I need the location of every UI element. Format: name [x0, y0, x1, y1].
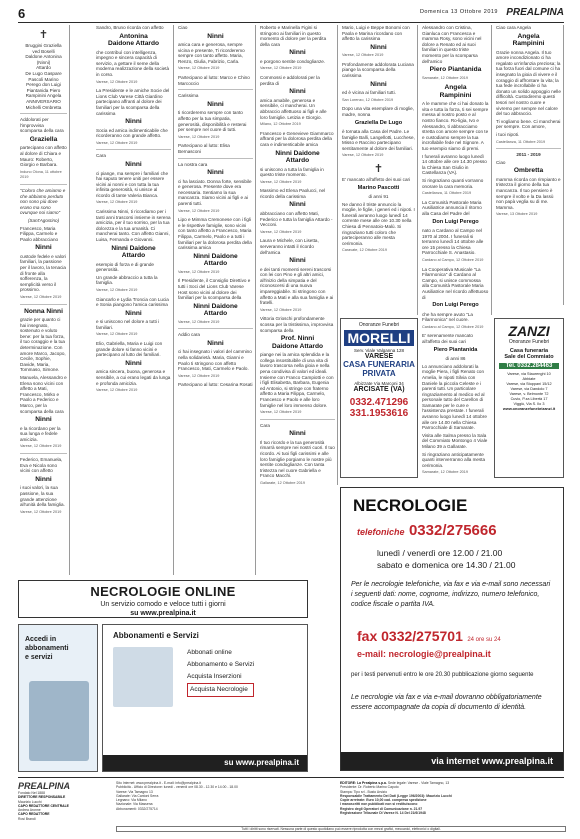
notice-text: si uniscono a tutta la famiglia in questo triste momento.	[260, 166, 324, 178]
footer-line: Stampa: Tipo srl - Busto Arsizio	[340, 789, 388, 794]
notice-text: e dei tanti momenti sereni trascorsi con lei con Pino e gli altri amici, all'inizio della simpatia e del riconoscersi di una nuova impareggiabile. Si stringono con affetto a Mati e alla sua famiglia e ai fratelli.	[260, 266, 334, 306]
abbonamenti-item[interactable]: Acquista Inserzioni	[187, 673, 242, 680]
abbonamenti-title: Abbonamenti e Servizi	[113, 631, 199, 640]
ad-subtitle: Onoranze Funebri	[358, 322, 400, 328]
notice-text: A le mamme che ci hai donato la vita e tutta la forza, ti sei sempre messa al nostro posto e al nostro fianco. Ro-ligia, Ivo e Alessandro, ti abbracciamo stretta con amore sempre con te e custodiamo sempre la tua incrollabile fede nel Signore. A tuo esempio siamo di premi.	[422, 101, 489, 151]
notice-name: Ninni	[370, 43, 387, 51]
notice-text: Partecipano al lutto: Cesarina Rosati	[178, 382, 253, 388]
footer-value: Andrea Aronne	[18, 808, 41, 813]
notice-name: Angela Rampinini	[512, 32, 545, 48]
laptop-illustration	[113, 647, 173, 707]
footer-line: Registro degli Operatori di Comunicazione n. 21.97	[340, 806, 423, 811]
ad-website: www.onoranzefunebrizanzi.it	[502, 407, 556, 411]
notice-name: Ninni	[289, 49, 306, 57]
notice-place: Varese, 12 Ottobre 2019	[20, 444, 62, 449]
necrologie-email: e-mail: necrologie@prealpina.it	[357, 649, 491, 659]
footer-line: Abbonamenti: 0332/275714	[116, 806, 158, 811]
accedi-line: e servizi	[25, 654, 53, 661]
notice-age: di anni 86	[445, 356, 466, 362]
device-illustration	[29, 681, 89, 761]
notice-name: Ninni Daidone Attardo	[193, 302, 238, 318]
morelli-ad	[340, 318, 418, 478]
notice-text: I funerali avranno luogo lunedì 14 ottobre alle ore 14.30 presso la Chiesa San Giulio in Castellanza (VA).	[422, 153, 487, 176]
notice-text: e la ricordano per la sua lunga e fedele amicizia.	[20, 425, 61, 442]
notice-place: Castellanza, 11 Ottobre 2019	[422, 191, 472, 196]
notice-text: Commossi e addolorati per la perdita di	[260, 75, 320, 86]
notice-name: Ombretta	[513, 167, 544, 175]
ad-address: Varese, v. Belmonte 72	[509, 392, 549, 396]
accedi-line: abbonamenti	[25, 645, 69, 652]
footer-line: Pubblicità - Ufficio di Direzione: lunedì - venerdì ore 08.30 - 12.30 e 14.00 - 18.00	[116, 785, 238, 790]
newspaper-logo: PREALPINA	[506, 7, 564, 18]
notice-name: Don Luigi Perego	[432, 218, 479, 225]
notice-text: grazie per quanto ci hai insegnato, sostenuto e voluto bene: per la tua forza, il tuo coraggio e la tua determinazione. Con amore Marco, Jacopo, Cecile, Sophie, Davide, Maria, Tommaso, Simone.	[20, 317, 66, 373]
notice-name: Ninni	[125, 161, 142, 168]
notice-place: Varese, 12 Ottobre 2019	[260, 66, 302, 71]
notice-text: Ti vogliamo bene. Ci mancherai per sempre. Con amore,	[496, 118, 561, 130]
notice-text: e porgono sentite condoglianze.	[260, 58, 326, 64]
online-subtitle: Un servizio comodo e veloce tutti i giorni	[100, 601, 226, 608]
ad-brand: ZANZI	[508, 323, 550, 339]
cross-icon: ✝	[38, 29, 49, 41]
ad-address: Varese, via Stoppani 15/12	[506, 382, 552, 386]
column-5	[340, 25, 418, 315]
notice-place: San Lorenzo, 12 Ottobre 2019	[342, 97, 394, 102]
ad-address: Varese, via Dandolo 7	[510, 387, 548, 391]
notice-place: Varese, 12 Ottobre 2019	[178, 319, 220, 324]
ad-address: Abbiate	[522, 377, 536, 381]
notice-name: Ninni	[35, 416, 52, 424]
notice-text: ci piange, ma sempre i familiari che hai saputo tenere uniti per essere vicini ai nonni e con tutta la tua infinita generosità, si unisce al ricordo di tante Valeria Bianca.	[96, 170, 168, 198]
notice-text: E' mancato all'affetto dei suoi cari	[342, 177, 411, 182]
notice-place: Varese, 12 Ottobre 2019	[260, 410, 302, 415]
notice-text: custode fedele e valori familiari, la passione per il lavoro, la tenacia di fronte alla sofferenza, la semplicità verso il prossimo.	[20, 253, 66, 293]
notice-text: è tornata alla Casa del Padre. Le famiglie Balli, Langellotti, Lucchese, Misso e Raccino partecipano sentitamente al dolore dei familiari.	[342, 129, 415, 151]
necrologie-hours-2: sabato e domenica ore 14.30 / 21.00	[377, 560, 516, 570]
notice-text: E' serenamente mancato all'affetto dei suoi cari	[422, 333, 473, 345]
notice-text: Partecipano al lutto: Marco e Chino Marcoccio	[178, 75, 250, 86]
notice-text: amica amabile, generosa e sensibile, ci mancherai. Un abbraccio affettuoso ai figli e alle loro famiglie. Letizia e Giorgio.	[260, 97, 327, 120]
notice-text: Lo annunciano addolorati la moglie Piera, i figli Renato con Amelia, le nipoti Silvia con Daniele la piccola Celeste e i parenti tutti. Un particolare ringraziamento al medico ed al personale tutto del Carellon di Samarate per le cure e l'assistenza prestate. I funerali avranno luogo lunedì 14 ottobre alle ore 14.00 nella Chiesa Parrocchiale di Samarate.	[422, 363, 487, 431]
notice-text: Ciao	[178, 25, 188, 30]
ad-address: Cuvio, P.za Libertà 17	[510, 397, 548, 401]
footer-founded: Fondato Nel 1888	[18, 791, 45, 795]
footer-logo: PREALPINA	[18, 781, 71, 791]
ad-phone-2: 331.1953616	[349, 408, 409, 419]
necrologie-phone: 0332/275666	[408, 522, 497, 539]
notice-text: esempio di forza e di grande generosità.	[96, 261, 154, 273]
notice-name: Ninni	[125, 309, 142, 317]
notice-name: Marino Pascotti	[357, 184, 400, 191]
accedi-ad[interactable]	[18, 624, 98, 772]
notice-text: ci ha lasciato. Donna forte, sensibile e generosa. Presente dove era necessaria. Sentiamo la sua mancanza. Siamo vicini ai figli e ai parenti tutti.	[178, 178, 252, 206]
notice-name: Ninni	[207, 32, 224, 40]
notice-text: Partecipano al lutto: Elisa Bernasconi	[178, 143, 230, 154]
footer-value: La Prealpina s.p.a.	[357, 781, 387, 785]
necrologie-internet[interactable]: via internet www.prealpina.it	[341, 752, 563, 770]
notice-text: Ciao	[496, 159, 506, 165]
notice-place: Samarate, 12 Ottobre 2019	[422, 75, 469, 80]
names-index: Bruggini Graziella ved Boselli Daldone Antonina (Ninni) Attardo De Lugo Gaspare Pascoli Marino Perego don Luigi Piantanida Piero Rampinini Angela ANNIVERSARIO Michelli Ombretta	[25, 43, 62, 110]
ad-address-2: Albizzate Via Marconi 34	[354, 381, 404, 386]
notice-text: Visita alle Salma presso la Sala del Commiato Montongo 4 Viale Milano 39 a Gallarate.	[422, 432, 488, 450]
notice-name: Ninni	[125, 118, 142, 126]
notice-text: Federico, Emanuela, Eva e Nicola sono vicini con affetto	[20, 457, 63, 474]
notice-name: Piero Piantanida	[429, 66, 482, 74]
necrologie-online-banner[interactable]	[18, 580, 308, 618]
ad-service-2: Sale del Commiato	[504, 354, 554, 360]
notice-text: amica cara e generosa, sempre vicina e presente, Ti ricorderemo sempre con tanto affetto. Maria, Renzo, Giulia, Fabrizio, Carla.	[178, 42, 245, 64]
page-date: Domenica 13 Ottobre 2019	[419, 9, 498, 15]
notice-place: Varese, 12 Ottobre 2019	[96, 200, 138, 205]
ad-address: Viggiù, Via S. Ilo 3	[513, 402, 545, 406]
footer-line: Sito Internet: www.prealpina.it - E-mail: info@prealpina.it	[116, 781, 201, 785]
abbonamenti-site[interactable]: su www.prealpina.it	[103, 755, 307, 771]
notice-text: Ne danno il triste annuncio la moglie, le figlie, i generi ed i nipoti. I funerali avranno luogo lunedì 14 corrente mese alle ore 10.30 nella Chiesa di Pennatoio-Malù. Si ringraziano tutti coloro che parteciperanno alle mesta cerimonia.	[342, 201, 415, 246]
page-footer	[18, 777, 564, 836]
notice-name: Antonina Daidone Attardo	[107, 32, 160, 48]
footer-line: Copie arretrate: Euro 10,00 cad. compresa spedizione	[340, 798, 427, 803]
notice-text: amica sincera, buona, generosa e sensibile, a cui erano legati da lunga e profonda amicizia.	[96, 369, 171, 386]
notice-text: Carissima	[178, 93, 199, 99]
footer-line: Gallarate: Via Cantoni Serra	[116, 793, 159, 798]
notice-quote: "Coloro che amiamo e che abbiamo perduto non sono più dove erano ma sono ovunque noi siamo"	[20, 187, 66, 216]
notice-name: Ninni	[207, 100, 224, 108]
necrologie-phone-label: telefoniche	[357, 527, 405, 537]
notice-text: ed è vicina ai familiari tutti.	[342, 90, 396, 96]
notice-name: Ninni Daidone Attardo	[111, 244, 156, 260]
notice-place: Cardano al Campo, 12 Ottobre 2019	[422, 324, 484, 329]
anniversary-years: 2011 - 2019	[516, 152, 541, 158]
notice-text: Alessandro con Cristina, Gianluca con Francesca e mamma Rosy, sono vicini nel dolore a Renato ed ai suoi familiari in questo triste momento per la scomparsa dell'amico	[422, 25, 482, 64]
notice-age: di anni 91	[368, 194, 389, 200]
ad-address: Varese, via Staurenghi 10	[507, 372, 551, 376]
notice-text: Un grande abbraccio a tutta la famiglia.	[96, 274, 158, 286]
footer-label: CAPO REDATTORE	[18, 812, 50, 817]
notice-text: Grazie nonna Angela. Il tuo amore incondizionato ci ha regalato un'infanzia preziosa; la tua forza fuori dal comune ci ha insegnato la gioia di vivere e il coraggio di affrontare la vita; la tua fede incrollabile ci ha donato un solido appoggio nelle difficoltà. Custodiremo questi tesori nel nostro cuore e vivremo per sempre nel calore del tuo abbraccio.	[496, 49, 561, 117]
notice-name: Piero Piantanida	[433, 346, 478, 353]
notice-text: che ha sempre avuto "La Filarmonica" nel cuore.	[422, 311, 473, 323]
notice-text: Giancarlo e Lydia Troncia con Lucia e Sonia piangono l'amica carissima	[96, 296, 169, 308]
notice-text: Laura e Michele, con Lisetta, serveranno intatti il ricordo dell'amica	[260, 238, 319, 255]
ad-city: VARESE	[364, 353, 394, 360]
notice-place: Varese, 12 Ottobre 2019	[178, 269, 220, 274]
notice-text: e si uniscono nel dolore a tutti i familiari.	[96, 319, 160, 330]
notice-text: Cara	[260, 422, 270, 428]
notice-name: Ninni Daidone Attardo	[275, 149, 320, 164]
notice-text: partecipano con affetto al dolore di Chiara e Mauro: Roberto, Giorgio e Barbara.	[20, 145, 67, 168]
notice-place: Induno Olona, 11 ottobre 2019	[20, 169, 62, 180]
notice-text: Vittoria Grioschi profondamente scossa per la tristissima, improvvisa scomparsa della	[260, 316, 334, 333]
footer-line: Presidente: Dr. Roberto Marino Caputo	[340, 785, 399, 790]
notice-text: La Presidente e le amiche Socie del Lions Club Varese Città Giardino partecipano affranti al dolore dei familiari per la scomparsa della carissima	[96, 88, 170, 116]
notice-text: La Cooperativa Musicale "La Filarmonica" di Cardano al Campo, si unisce commossa alla Comunità Pastorale Maria Ausiliatrice nel ricordo affettuoso di	[422, 266, 489, 300]
notice-text: Elio, Gabriella, Maria e Luigi con grande dolore si fanno vicini e partecipano al lutto dei familiari.	[96, 341, 163, 358]
quote-author: (Sant'Agostino)	[27, 217, 60, 223]
ad-service: Casa funeraria	[509, 348, 549, 354]
notice-text: Si ringraziano anticipatamente quanti interverranno alla mesta cerimonia.	[422, 451, 486, 468]
online-title: NECROLOGIE ONLINE	[90, 584, 236, 599]
footer-line: Nazionale: Via Massena	[116, 802, 153, 807]
footer-line: Registrazione Tribunale Di Varese N. 14 Del 21/6/1948	[340, 811, 426, 816]
notice-text: ci hai insegnato i valori del cammino nella solidarietà. Maria, Gianni e Paolo ti stringono con affetto Francesco, Mati, Carmelo e Paolo.	[178, 349, 252, 372]
notice-name: Ninni	[35, 475, 52, 483]
notice-name: Ninni	[207, 339, 224, 347]
column-4	[258, 25, 338, 485]
necrologie-fax-note: 24 ore su 24	[467, 637, 501, 643]
footer-label: DIRETTORE RESPONSABILE	[18, 795, 66, 800]
page-number: 6	[18, 6, 26, 21]
notice-text: Roberto e Marinella Figini si stringono ai familiari in questo momento di dolore per la perdita della cara	[260, 25, 327, 47]
column-1	[18, 25, 70, 575]
notice-place: Varese, 12 Ottobre 2019	[342, 53, 384, 58]
footer-line: Varese: Via Tamagno 13	[116, 789, 153, 794]
necrologie-note: per i testi pervenuti entro le ore 20.30 pubblicazione giorno seguente	[351, 672, 534, 678]
ad-phone: 0332.471296	[349, 397, 409, 408]
necrologie-fax: fax 0332/275701	[357, 628, 463, 644]
column-6	[420, 25, 492, 475]
notice-place: Milano, 12 Ottobre 2019	[260, 122, 301, 127]
notice-text: abbracciano con affetto Mati, Federico e tutta la famiglia Attardo - Vecconi.	[260, 210, 333, 228]
notice-text: Lipo e Mimma Cremonese con i figli e le rispettive famiglie, sono vicini con tanto affetto a Francesco, Maria Filippa, Carmelo, Paolo e a tutti i familiari per la dolorosa perdita della carissima amica	[178, 217, 252, 251]
accedi-line: Accedi in	[25, 636, 57, 643]
notice-name: Ninni Daidone Attardo	[193, 252, 238, 268]
notice-name: Don Luigi Perego	[432, 302, 479, 309]
notice-text: i suoi valori, la sua passione, la sua grande attenzione all'unità della famiglia.	[20, 485, 65, 508]
notice-place: Caravate, 12 Ottobre 2019	[342, 248, 387, 253]
notice-place: Varese, 12 Ottobre 2019	[260, 179, 302, 184]
notice-name: Ninni	[370, 80, 387, 88]
notice-text: Il tuo ricordo e la tua generosità rimarrà sempre nei nostri cuori. Il tuo ricordo. Ai tuoi figli carissimi e alle loro famiglie porgiamo le nostre più sentite condoglianze. Con tanta tristezza nel cuore Gabriella e Franco Macchi.	[260, 439, 335, 479]
notice-text: Addio cara	[178, 332, 200, 338]
necrologie-note-2: Le necrologie via fax e via e-mail dovranno obbligatoriamente essere accompagnate da copia di documento di identità.	[351, 694, 542, 711]
notice-place: Varese, 12 Ottobre 2019	[96, 332, 138, 337]
notice-place: Cardano al Campo, 12 Ottobre 2019	[422, 258, 484, 262]
notice-text: Dopo una vita esemplare di moglie, madre, nonna	[342, 106, 415, 117]
notice-place: Varese, 12 Ottobre 2019	[342, 153, 384, 158]
notice-place: Castellanza, 11 Ottobre 2019	[496, 139, 546, 144]
footer-line: Responsabile Trattamento Dei Dati (Legge 196/2003): Maurizio Lucchi	[340, 793, 452, 798]
notice-name: Graziella	[29, 135, 58, 143]
ad-service-2: PRIVATA	[362, 369, 396, 378]
notice-text: piange nei la amica splendida e la collega insostituibile di una vita di lavoro trascorsa nella gioia e nella pena condivisa di valori ed ideali. Insieme con Franco Campiotti e con i figli Elisabetta, Barbara, Eugenia ed Antonio, si stringe con fraterno affetto a Maria Filippa, Carmelo, Francesco e Paolo e alle loro famiglie nel loro immenso dolore.	[260, 352, 334, 408]
notice-text: Massimo ed Elena Paolucci, nel ricordo della carissima	[260, 188, 326, 199]
notice-place: Varese, 12 Ottobre 2019	[260, 307, 302, 312]
notice-text: Cara	[96, 153, 106, 159]
footer-label: CAPO REDATTORE CENTRALE	[18, 803, 69, 808]
notice-name: Ninni	[289, 430, 306, 438]
abbonamenti-ad[interactable]	[102, 624, 308, 772]
page-header	[18, 8, 564, 23]
necrologie-hours: lunedì / venerdì ore 12.00 / 21.00	[377, 548, 503, 558]
online-site: su www.prealpina.it	[130, 610, 196, 617]
abbonamenti-item[interactable]: Acquista Necrologie	[187, 683, 254, 697]
notice-text: Il Presidente, il Consiglio Direttivo e tutti i Soci del Lions Club Varese Host sono vicini al dolore dei familiari per la scomparsa della	[178, 278, 251, 301]
zanzi-ad	[494, 318, 564, 478]
necrologie-requirements: Per le necrologie telefoniche, via fax e via e-mail sono necessari i seguenti dati: nome, cognome, indirizzo, numero telefonico, codice fiscale o partita IVA.	[351, 581, 551, 608]
cross-icon: ✝	[373, 163, 384, 175]
ad-city-2: ARCISATE (VA)	[353, 386, 405, 393]
notice-text: ti ricorderemo sempre con tanto affetto per la tua simpatia, generosità, disponibilità e resterai per sempre nel cuore di tutti.	[178, 110, 247, 133]
ad-address: Serv. Viale Valganna 128	[353, 348, 405, 353]
footer-line: Legnano: Via Milano	[116, 798, 147, 803]
footer-value: Rosi Brandi	[18, 816, 36, 821]
footer-value: Sede legale: Varese - Viale Tamagno, 13	[387, 781, 450, 785]
notice-name: Angela Rampinini	[439, 84, 472, 99]
notice-name: Ninni	[207, 169, 224, 177]
notice-place: Varese, 12 Ottobre 2019	[96, 288, 138, 292]
column-3	[176, 25, 256, 575]
abbonamenti-item[interactable]: Abbonamento e Servizi	[187, 661, 255, 668]
ad-service: CASA FUNERARIA	[343, 360, 415, 369]
notice-text: La nostra cara	[178, 161, 208, 167]
footer-copyright: Tutti i diritti sono riservati. Nessuna parte di questo quotidiano può essere riprodotta con mezzi grafici, meccanici, elettronici o digitali.	[116, 826, 566, 832]
notice-text: Sandro, Bruno ricorda con affetto	[96, 25, 164, 30]
notice-name: Ninni	[35, 244, 52, 252]
notice-name: Ninni	[289, 257, 306, 265]
column-2	[94, 25, 174, 575]
notice-place: Varese, 12 Ottobre 2019	[178, 134, 220, 139]
notice-place: Varese, 12 Ottobre 2019	[178, 208, 220, 213]
necrologie-title: NECROLOGIE	[353, 496, 468, 515]
notice-text: Si ringraziano quanti vorranno onorare la cara memoria.	[422, 177, 484, 189]
notice-text: Mario, Luigi e Beppe Bonomi con Paola e Marina ricordano con affetto la carissima	[342, 25, 410, 42]
notice-name: Ninni	[125, 359, 142, 367]
notice-name: Nonna Ninni	[24, 307, 63, 315]
notice-text: La Comunità Pastorale Maria Ausiliatrice annuncia il ritorno alla Casa del Padre del	[422, 199, 482, 216]
notice-place: Varese, 12 Ottobre 2019	[96, 388, 138, 393]
notice-sign: i tuoi nipoti.	[496, 131, 520, 137]
ad-phone: Tel. 0332.284463	[499, 363, 559, 369]
ad-subtitle: Onoranze Funebri	[508, 339, 550, 345]
notice-text: Socia ed amica indimenticabile che ricorderanno con grande affetto.	[96, 127, 168, 139]
necrologie-box	[340, 487, 564, 771]
notice-text: Manuela, Alessandro e Elena sono vicini con affetto a Mati, Francesco, Mirko e Paolo a Federico e Marco, per la scomparsa della cara	[20, 375, 67, 414]
notice-place: Varese, 12 Ottobre 2019	[178, 66, 220, 71]
notice-text: Francesco e Genevieve Giammarco affranti per la dolorosa perdita della cara e indimenticabile amica	[260, 130, 334, 147]
notice-name: Ninni	[289, 88, 306, 96]
notice-text: Profondamente addolorata Luciana piange la scomparsa della carissima	[342, 61, 414, 79]
notice-place: Varese, 13 Ottobre 2019	[496, 212, 538, 217]
notice-place: Varese, 12 Ottobre 2019	[96, 140, 138, 145]
footer-label: EDITORE:	[340, 781, 357, 785]
notice-text: Ciao cara Angela	[496, 25, 531, 30]
footer-value: Maurizio Lucchi	[18, 799, 42, 804]
ad-brand: MORELLI	[344, 330, 414, 346]
notice-name: Graziella De Lugo	[354, 119, 403, 126]
column-7	[494, 25, 564, 305]
notice-name: Ninni	[289, 201, 306, 209]
notice-place: Varese, 12 Ottobre 2019	[20, 509, 62, 514]
abbonamenti-item[interactable]: Abbonati online	[187, 649, 232, 656]
footer-line: I manoscritti non pubblicati non si restituiscono	[340, 802, 418, 807]
notice-intro: Addolorati per l'improvvisa scomparsa della cara	[20, 117, 64, 134]
notice-text: mamma ricorda con rimpianto e tristezza il giorno della tua mancanza. Il tuo pensiero è sempre il volto e la Da lassù non papà veglia su di me. Mamma.	[496, 176, 561, 210]
notice-name: Prof. Ninni Daidone Attardo	[271, 335, 324, 350]
notice-place: Varese, 12 Ottobre 2019	[260, 229, 302, 234]
notice-place: Samarate, 12 Ottobre 2019	[422, 470, 469, 475]
notice-place: Varese, 12 Ottobre 2019	[96, 79, 138, 84]
notice-text: Carissima Ninni, ti ricordiamo per i tanti anni trascorsi insieme in serena amicizia, per il tuo sorriso, per la tua dolcezza e la tua umanità. Ci mancherai tanto. Con affetto Gianni, Luisa, Fernanda e Giovanni.	[96, 209, 171, 243]
notice-text: nato a Cardano al Campo nel 1970 al 2004. I funerali si terranno lunedì 14 ottobre alle ore 15 presso la Chiesa Parrocchiale S. Anastasio.	[422, 228, 484, 256]
notice-text: che contribuì con intelligenza, impegno e sincera capacità di servizio, a gettare il seme della moderna realizzazione della società in corso.	[96, 49, 170, 77]
notice-place: Varese, 12 Ottobre 2019	[20, 294, 62, 299]
notice-text: Francesco, Maria Filippa, Carmelo e Paolo abbracciano	[20, 225, 59, 242]
notice-place: Gallarate, 12 Ottobre 2019	[260, 480, 305, 485]
notice-place: Varese, 12 Ottobre 2019	[178, 373, 220, 378]
